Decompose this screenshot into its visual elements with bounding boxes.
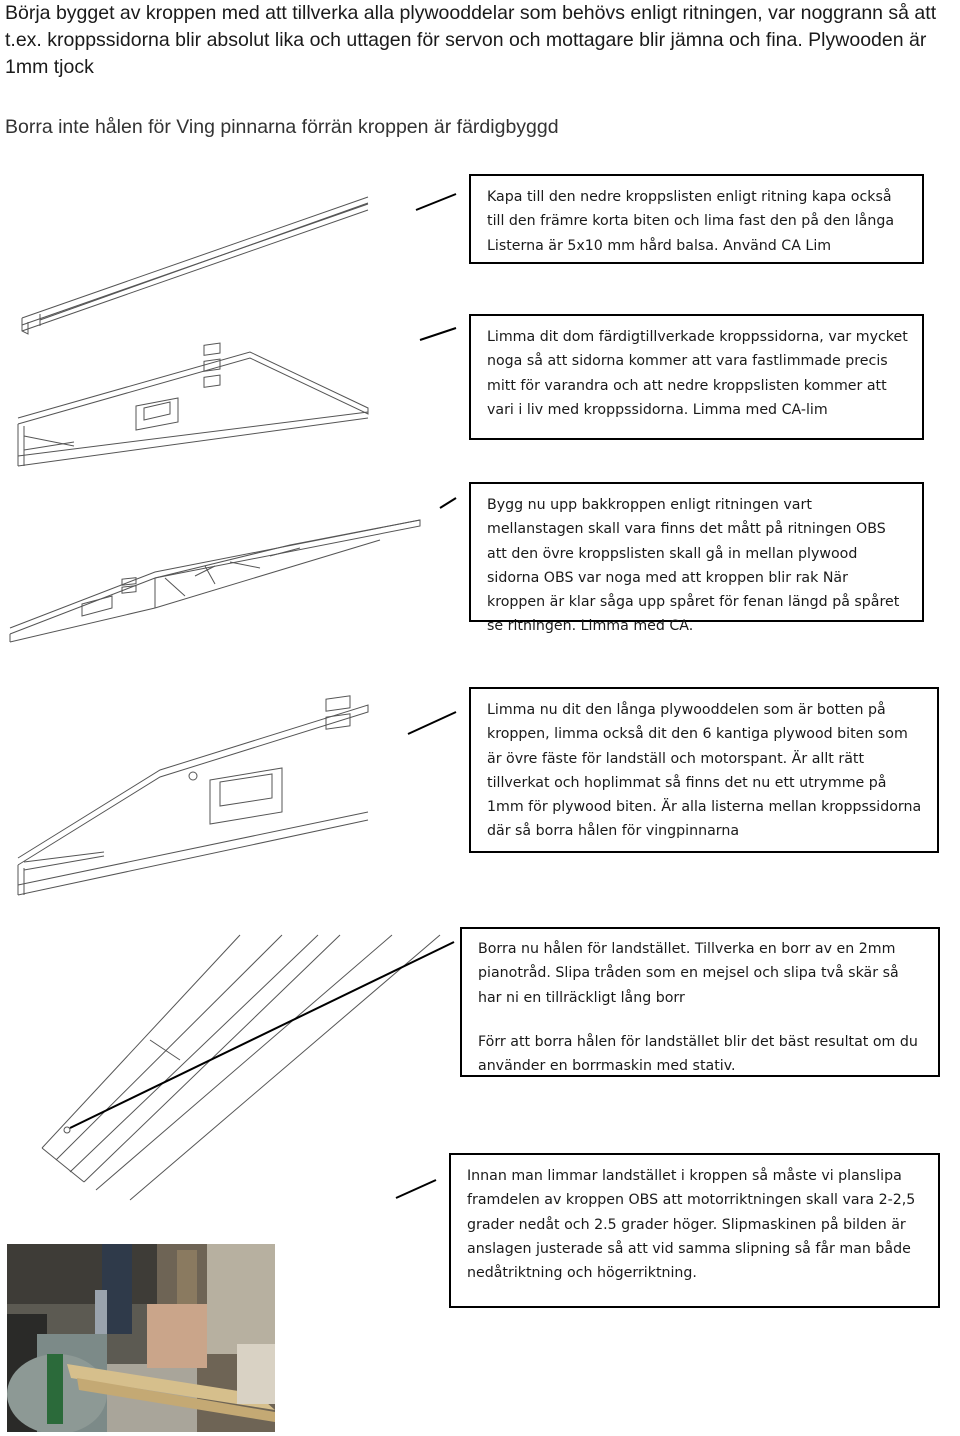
step-2-callout — [469, 314, 924, 440]
step-6-callout — [449, 1153, 940, 1308]
step-6-text: Innan man limmar landstället i kroppen så måste vi planslipa framdelen av kroppen OBS att motorriktningen skall vara 2-2,5 grader nedåt och 2.5 grader höger. Slipmaskinen på bilden är anslagen justerade så att vid samma slipning så får man både nedåtriktning och högerriktning. — [467, 1168, 916, 1282]
intro-paragraph: Börja bygget av kroppen med att tillverka alla plywooddelar som behövs enligt ritningen, var noggrann så att t.ex. kroppssidorna blir absolut lika och uttagen för servon och mottagare blir jämna och fina. Plywooden är 1mm tjock — [5, 2, 937, 78]
sanding-photo-illustration — [7, 1244, 275, 1432]
step-5-text: Borra nu hålen för landstället. Tillverka en borr av en 2mm pianotråd. Slipa tråden som en mejsel och slipa två skär så har ni en tillräckligt lång borr — [478, 941, 899, 1006]
sanding-machine-photo — [7, 1244, 275, 1432]
step-2-text: Limma dit dom färdigtillverkade kroppssidorna, var mycket noga så att sidorna kommer att vara fastlimmade precis mitt för varandra och att nedre kroppslisten kommer att vari i liv med kroppssidorna. Limma med CA-lim — [487, 329, 908, 418]
wing-pin-note: Borra inte hålen för Ving pinnarna förrän kroppen är färdigbyggd — [5, 116, 559, 138]
step-1-callout — [469, 174, 924, 264]
step-5-callout — [460, 927, 940, 1077]
step-4-text: Limma nu dit den långa plywooddelen som är botten på kroppen, limma också dit den 6 kantiga plywood biten som är övre fäste för landställ och motorspant. Är allt rätt tillverkat och hoplimmat så finns det nu ett utrymme på 1mm för plywood biten. Är alla listerna mellan kroppssidorna där så borra hålen för vingpinnarna — [487, 702, 922, 840]
step-1-text: Kapa till den nedre kroppslisten enligt ritning kapa också till den främre korta biten och lima fast den på den långa Listerna är 5x10 mm hård balsa. Använd CA Lim — [487, 189, 895, 254]
step-3-callout — [469, 482, 924, 635]
step-5-text-2: Förr att borra hålen för landstället blir det bäst resultat om du använder en borrmaskin med stativ. — [478, 1033, 918, 1075]
step-4-callout — [469, 687, 939, 853]
step-3-text: Bygg nu upp bakkroppen enligt ritningen vart mellanstagen skall vara finns det mått på ritningen OBS att den övre kroppslisten skall gå in mellan plywood sidorna OBS var noga med att kroppen blir rak När kroppen är klar såga upp spåret för fenan längd på spåret se ritningen. Limma med CA. — [487, 497, 900, 635]
